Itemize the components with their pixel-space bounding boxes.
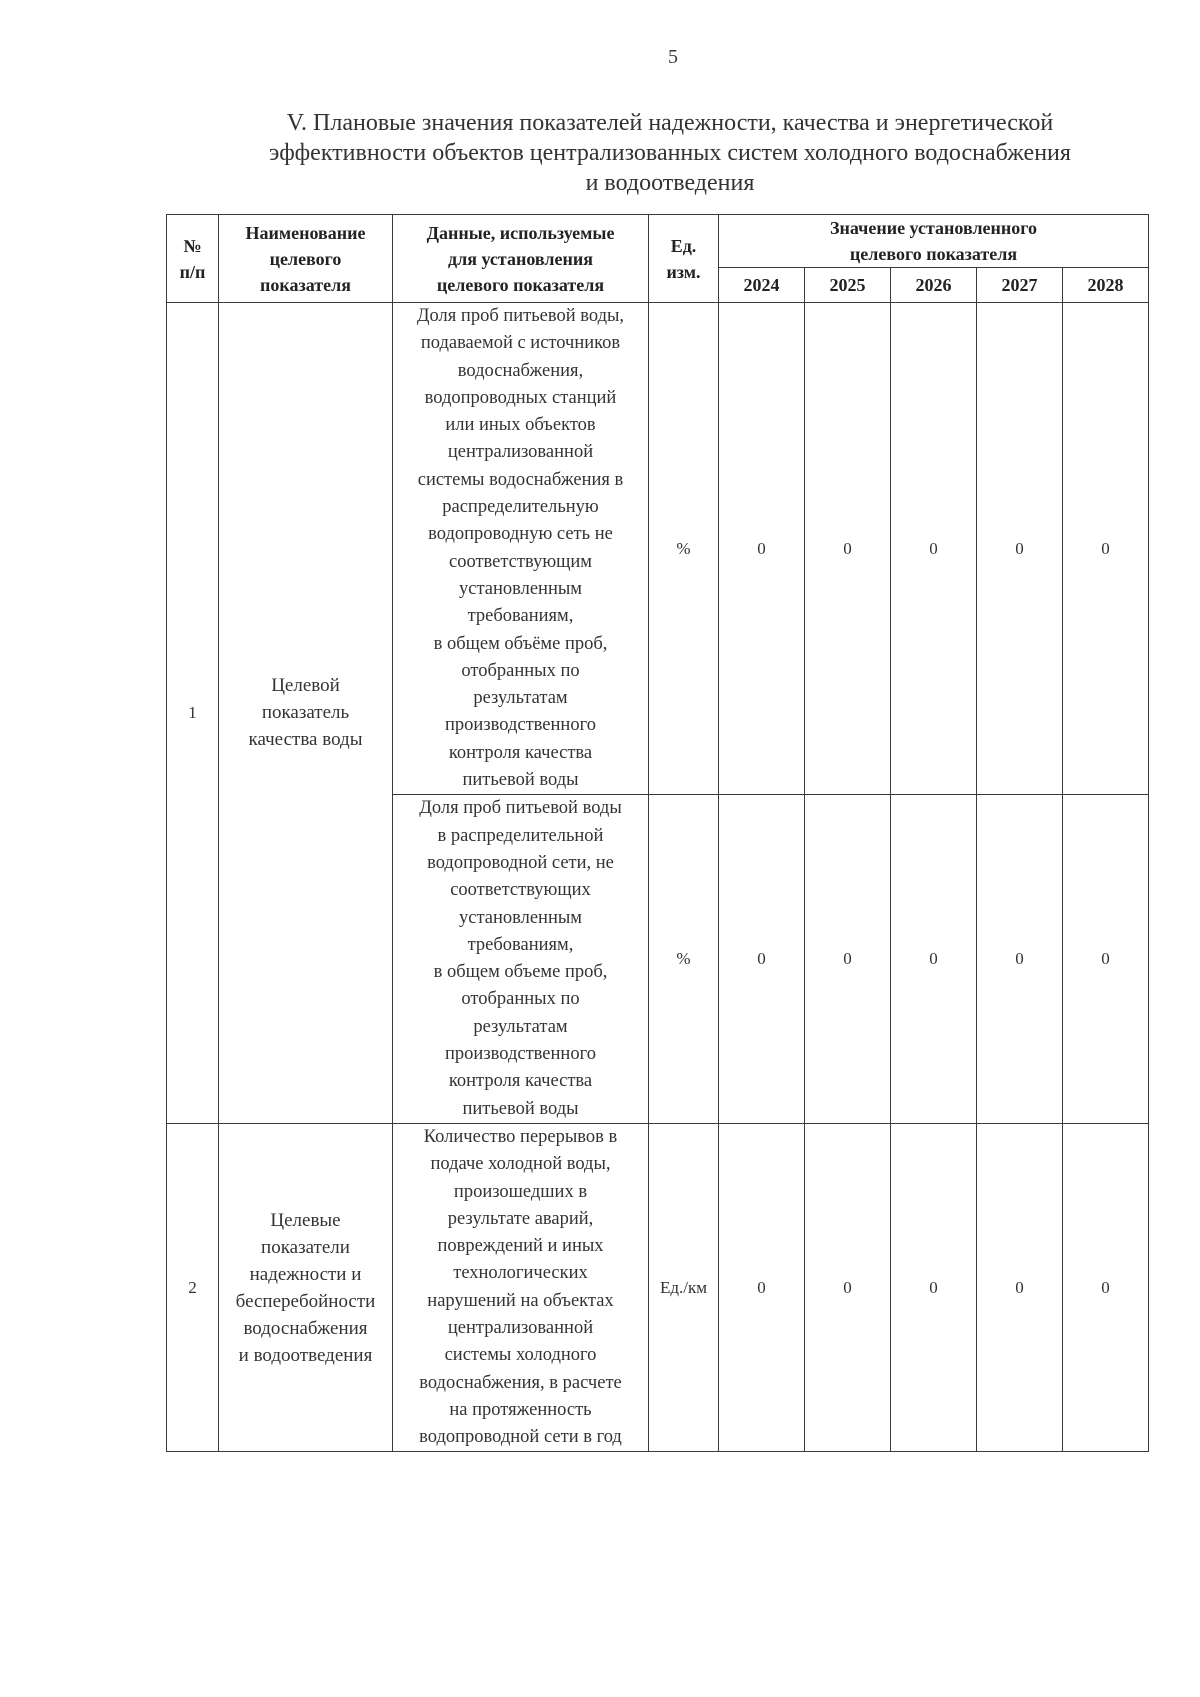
header-year: 2026 [891, 268, 977, 303]
value-cell: 0 [805, 795, 891, 1124]
value-cell: 0 [891, 1123, 977, 1452]
header-indicator-name: Наименование целевого показателя [219, 215, 393, 303]
value-cell: 0 [719, 795, 805, 1124]
row-number: 1 [167, 303, 219, 1124]
header-data-used: Данные, используемые для установления целевого показателя [393, 215, 649, 303]
table-row [167, 1123, 1149, 1452]
unit-cell: % [649, 795, 719, 1124]
page-number: 5 [668, 46, 678, 68]
table-row [167, 303, 1149, 795]
section-title [200, 108, 1140, 198]
indicator-description: Доля проб питьевой воды, подаваемой с источников водоснабжения, водопроводных станций или иных объектов централизованной системы водоснабжения в распределительную водопроводную сеть не соответствующим установленным требованиям, в общем объёме проб, отобранных по результатам производственного контроля качества питьевой воды [393, 303, 649, 795]
indicator-description: Количество перерывов в подаче холодной воды, произошедших в результате аварий, повреждений и иных технологических нарушений на объектах централизованной системы холодного водоснабжения, в расчете на протяженность водопроводной сети в год [393, 1123, 649, 1452]
header-num: № п/п [167, 215, 219, 303]
header-unit: Ед. изм. [649, 215, 719, 303]
header-year: 2028 [1063, 268, 1149, 303]
value-cell: 0 [977, 303, 1063, 795]
value-cell: 0 [719, 1123, 805, 1452]
value-cell: 0 [1063, 303, 1149, 795]
section-title-line: и водоотведения [585, 170, 755, 196]
value-cell: 0 [891, 795, 977, 1124]
unit-cell: Ед./км [649, 1123, 719, 1452]
unit-cell: % [649, 303, 719, 795]
section-title-line: эффективности объектов централизованных систем холодного водоснабжения [269, 140, 1071, 166]
section-title-line: V. Плановые значения показателей надежности, качества и энергетической [286, 110, 1054, 136]
indicator-description: Доля проб питьевой воды в распределительной водопроводной сети, не соответствующих установленным требованиям, в общем объеме проб, отобранных по результатам производственного контроля качества питьевой воды [393, 795, 649, 1124]
indicator-name: Целевые показатели надежности и бесперебойности водоснабжения и водоотведения [219, 1123, 393, 1452]
value-cell: 0 [805, 303, 891, 795]
value-cell: 0 [891, 303, 977, 795]
value-cell: 0 [1063, 1123, 1149, 1452]
indicators-table [166, 214, 1149, 1452]
row-number: 2 [167, 1123, 219, 1452]
header-year: 2024 [719, 268, 805, 303]
header-year: 2025 [805, 268, 891, 303]
value-cell: 0 [719, 303, 805, 795]
indicator-name: Целевой показатель качества воды [219, 303, 393, 1124]
header-target-value: Значение установленного целевого показателя [719, 215, 1149, 268]
value-cell: 0 [977, 1123, 1063, 1452]
value-cell: 0 [1063, 795, 1149, 1124]
value-cell: 0 [977, 795, 1063, 1124]
header-year: 2027 [977, 268, 1063, 303]
value-cell: 0 [805, 1123, 891, 1452]
